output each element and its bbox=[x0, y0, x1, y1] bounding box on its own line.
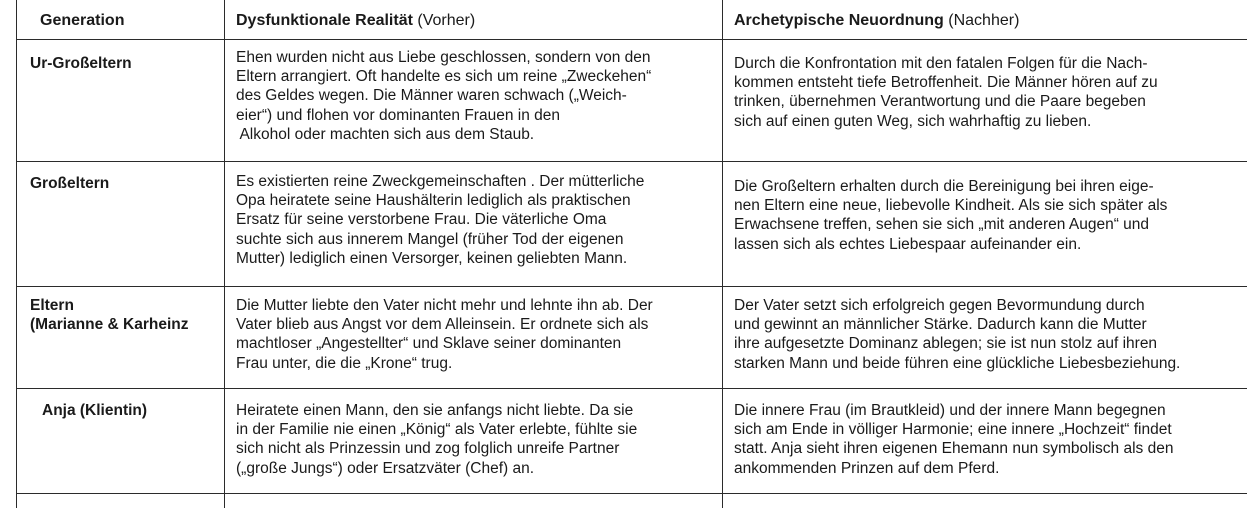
row-divider bbox=[16, 388, 1247, 389]
header-after-paren: (Nachher) bbox=[948, 12, 1020, 29]
row-divider bbox=[16, 286, 1247, 287]
header-generation: Generation bbox=[40, 12, 125, 29]
header-before-title: Dysfunktionale Realität bbox=[236, 12, 413, 29]
before-cell: Es existierten reine Zweckgemeinschaften . Der mütterliche Opa heiratete seine Haushälterin lediglich als praktischen Ersatz für seine verstorbene Frau. Die väterliche Oma suchte sich aus innerem Mangel (früher Tod der eigenen Mutter) lediglich einen Versorger, keinen geliebten Mann. bbox=[236, 173, 645, 267]
generation-cell: Großeltern bbox=[30, 175, 110, 192]
generation-cell: Ur-Großeltern bbox=[30, 55, 132, 72]
header-before-paren: (Vorher) bbox=[417, 12, 476, 29]
after-cell: Die innere Frau (im Brautkleid) und der innere Mann begegnen sich am Ende in völliger Harmonie; eine innere „Hochzeit“ findet statt. Anja sieht ihren eigenen Ehemann nun symbolisch als den ankommenden Prinzen auf dem Pferd. bbox=[734, 402, 1174, 477]
generation-cell: Anja (Klientin) bbox=[42, 402, 148, 419]
header-before bbox=[236, 11, 475, 30]
generation-cell: Eltern (Marianne & Karheinz bbox=[30, 297, 189, 334]
row-divider bbox=[16, 161, 1247, 162]
header-after bbox=[734, 11, 1019, 30]
column-divider bbox=[16, 0, 17, 508]
row-divider bbox=[16, 39, 1247, 40]
before-cell: Ehen wurden nicht aus Liebe geschlossen, sondern von den Eltern arrangiert. Oft handelte es sich um reine „Zweckehen“ des Geldes wegen. Die Männer waren schwach („Weich- eier“) und flohen vor dominanten Frauen in den Alkohol oder machten sich aus dem Staub. bbox=[236, 49, 652, 143]
before-cell: Heiratete einen Mann, den sie anfangs nicht liebte. Da sie in der Familie nie einen „König“ als Vater erlebte, fühlte sie sich nicht als Prinzessin und zog folglich unreife Partner („große Jungs“) oder Ersatzväter (Chef) an. bbox=[236, 402, 638, 477]
after-cell: Durch die Konfrontation mit den fatalen Folgen für die Nach- kommen entsteht tiefe Betroffenheit. Die Männer hören auf zu trinken, übernehmen Verantwortung und die Paare begeben sich auf einen guten Weg, sich wahrhaftig zu lieben. bbox=[734, 55, 1158, 130]
row-divider bbox=[16, 493, 1247, 494]
header-after-title: Archetypische Neuordnung bbox=[734, 12, 944, 29]
before-cell: Die Mutter liebte den Vater nicht mehr und lehnte ihn ab. Der Vater blieb aus Angst vor dem Alleinsein. Er ordnete sich als machtloser „Angestellter“ und Sklave seiner dominanten Frau unter, die die „Krone“ trug. bbox=[236, 297, 653, 372]
after-cell: Der Vater setzt sich erfolgreich gegen Bevormundung durch und gewinnt an männlicher Stärke. Dadurch kann die Mutter ihre aufgesetzte Dominanz ablegen; sie ist nun stolz auf ihren starken Mann und beide führen eine glückliche Liebesbeziehung. bbox=[734, 297, 1181, 372]
column-divider bbox=[224, 0, 225, 508]
column-divider bbox=[722, 0, 723, 508]
after-cell: Die Großeltern erhalten durch die Bereinigung bei ihren eige- nen Eltern eine neue, liebevolle Kindheit. Als sie sich später als Erwachsene treffen, sehen sie sich „mit anderen Augen“ und lassen sich als echtes Liebespaar aufeinander ein. bbox=[734, 178, 1168, 253]
